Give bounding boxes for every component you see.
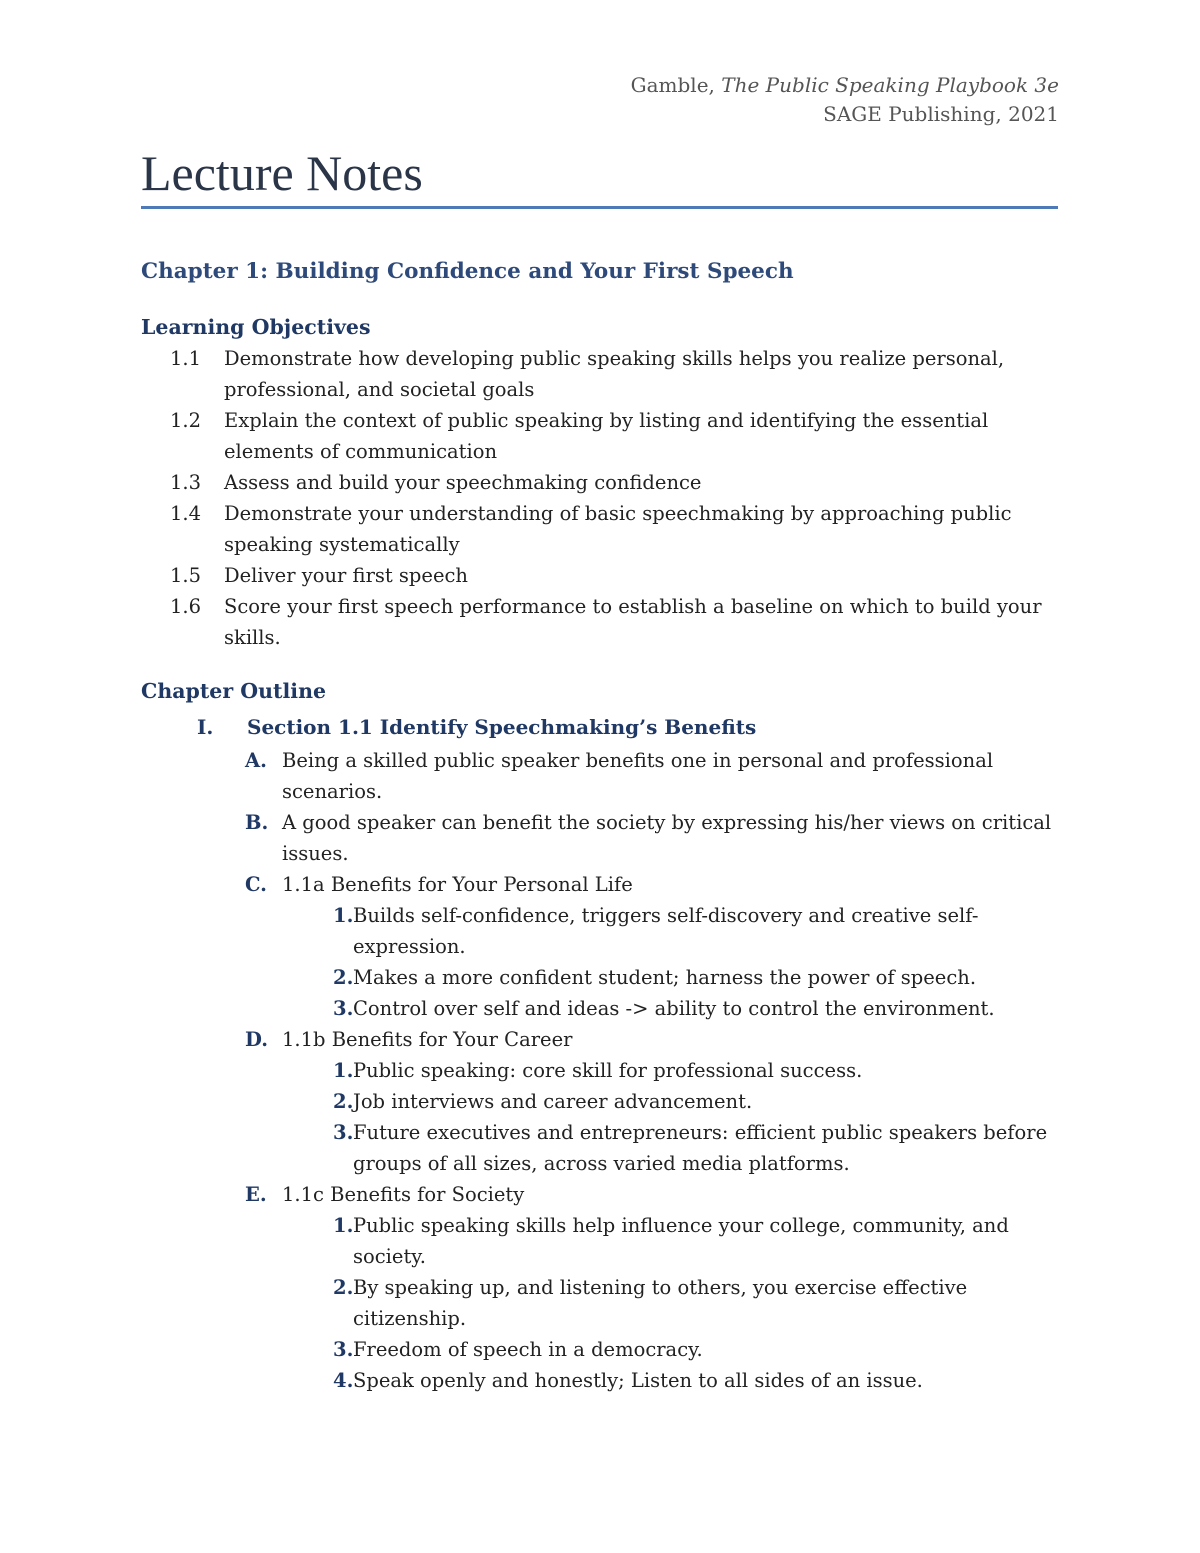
subitem-number: 2. [333,966,354,989]
objective-number: 1.5 [170,564,202,587]
objective-number: 1.3 [170,471,202,494]
chapter-outline-heading: Chapter Outline [141,679,327,703]
section-title: Section 1.1 Identify Speechmaking’s Benefits [247,715,757,739]
outline-text: 1.1c Benefits for Society [282,1183,525,1206]
outline-item [141,1024,1071,1179]
subitem-text: Builds self-confidence, triggers self-discovery and creative self-expression. [353,904,979,958]
objective-text: Demonstrate your understanding of basic speechmaking by approaching public speaking systematically [224,502,1012,556]
subitem-text: Makes a more confident student; harness the power of speech. [353,966,977,989]
outline-item [141,869,1071,1024]
objective-text: Demonstrate how developing public speaking skills helps you realize personal, professional, and societal goals [224,347,1005,401]
subitem-number: 3. [333,997,354,1020]
objective-text: Score your first speech performance to establish a baseline on which to build your skills. [224,595,1042,649]
citation-line [631,71,1059,100]
subitem-text: Freedom of speech in a democracy. [353,1338,703,1361]
subitem-text: Job interviews and career advancement. [353,1090,753,1113]
subitem-number: 1. [333,904,354,927]
outline-item [141,1179,1071,1396]
outline-text: 1.1a Benefits for Your Personal Life [282,873,633,896]
subitem-number: 3. [333,1338,354,1361]
subitem-number: 2. [333,1276,354,1299]
outline-subitem [282,1365,1071,1396]
citation-book-title: The Public Speaking Playbook 3e [721,73,1059,97]
outline-subitem [282,962,1071,993]
objective-text: Deliver your first speech [224,564,468,587]
objective-item [141,560,1061,591]
objective-item [141,343,1061,405]
page-header [631,71,1059,129]
outline-sublist [282,900,1071,1024]
outline-text: Being a skilled public speaker benefits one in personal and professional scenarios. [282,749,994,803]
outline-subitem [282,1334,1071,1365]
outline-letter: C. [245,873,267,896]
outline-subitem [282,900,1071,962]
outline-letter: E. [245,1183,267,1206]
outline-sublist [282,1055,1071,1179]
subitem-text: By speaking up, and listening to others, you exercise effective citizenship. [353,1276,968,1330]
subitem-text: Public speaking: core skill for professional success. [353,1059,863,1082]
document-title: Lecture Notes [141,145,423,201]
subitem-text: Speak openly and honestly; Listen to all sides of an issue. [353,1369,923,1392]
outline-subitem [282,1117,1071,1179]
outline-subitem [282,1086,1071,1117]
objective-number: 1.6 [170,595,202,618]
outline-text: 1.1b Benefits for Your Career [282,1028,573,1051]
outline-text: A good speaker can benefit the society by expressing his/her views on critical issues. [282,811,1052,865]
learning-objectives-list [141,343,1061,653]
outline-sublist [282,1210,1071,1396]
outline-subitem [282,1210,1071,1272]
section-numeral: I. [197,715,214,739]
objective-number: 1.2 [170,409,202,432]
subitem-number: 1. [333,1214,354,1237]
citation-author: Gamble, [630,73,722,97]
outline-letter: D. [245,1028,269,1051]
outline-item [141,745,1071,807]
objective-item [141,591,1061,653]
subitem-number: 3. [333,1121,354,1144]
outline-item [141,807,1071,869]
outline-subitem [282,1055,1071,1086]
outline-list [141,745,1071,1396]
objective-item [141,467,1061,498]
subitem-number: 4. [333,1369,354,1392]
objective-item [141,405,1061,467]
subitem-number: 1. [333,1059,354,1082]
learning-objectives-heading: Learning Objectives [141,315,371,339]
subitem-text: Control over self and ideas -> ability to control the environment. [353,997,995,1020]
objective-text: Explain the context of public speaking by listing and identifying the essential elements of communication [224,409,989,463]
outline-subitem [282,1272,1071,1334]
title-underline [141,206,1058,209]
outline-subitem [282,993,1071,1024]
subitem-number: 2. [333,1090,354,1113]
objective-number: 1.4 [170,502,202,525]
subitem-text: Future executives and entrepreneurs: efficient public speakers before groups of all sizes, across varied media platforms. [353,1121,1048,1175]
objective-number: 1.1 [170,347,202,370]
publisher-line: SAGE Publishing, 2021 [823,102,1059,126]
objective-item [141,498,1061,560]
objective-text: Assess and build your speechmaking confidence [224,471,702,494]
chapter-title: Chapter 1: Building Confidence and Your First Speech [141,259,794,284]
outline-letter: B. [245,811,269,834]
subitem-text: Public speaking skills help influence your college, community, and society. [353,1214,1009,1268]
outline-letter: A. [245,749,267,772]
